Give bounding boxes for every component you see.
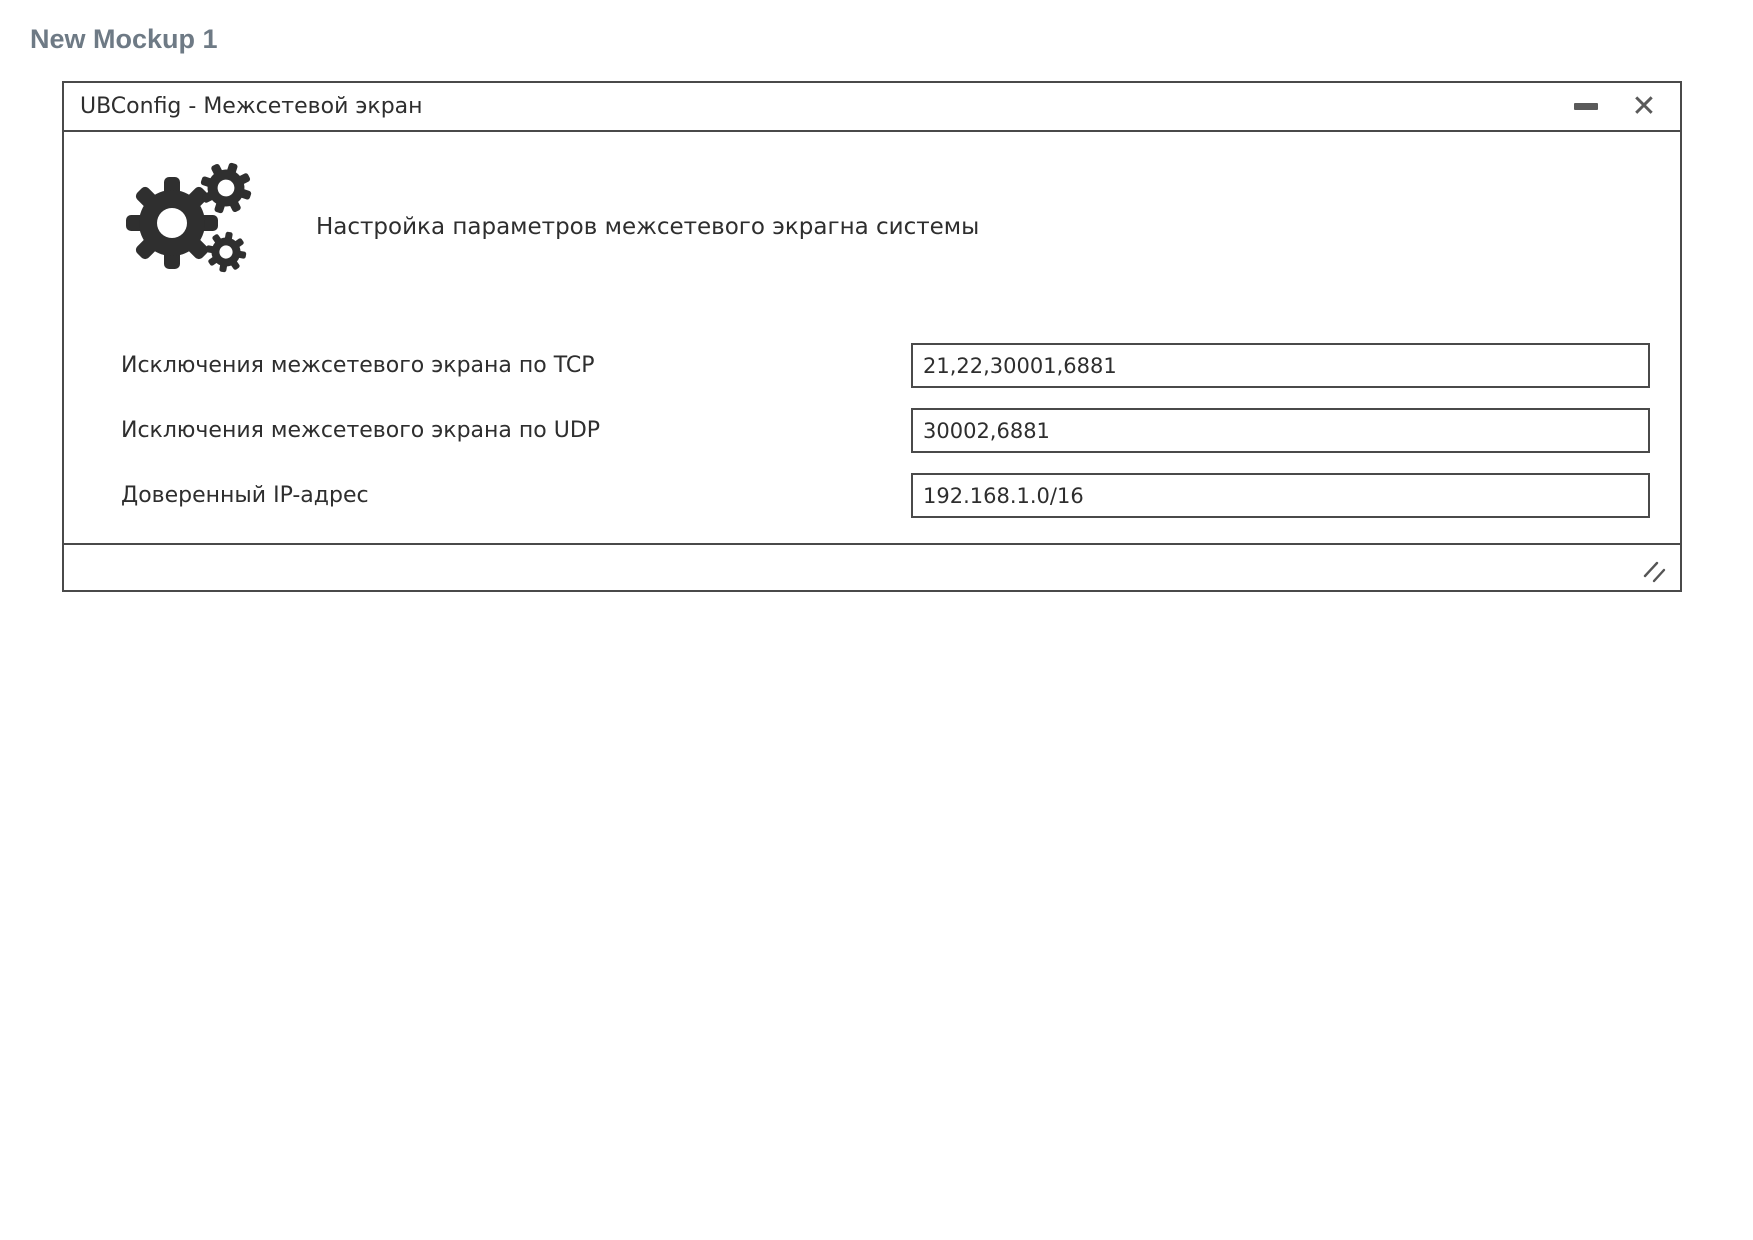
- page-title: New Mockup 1: [30, 24, 218, 54]
- form-row-trusted-ip: [64, 473, 1680, 518]
- dialog-window: [62, 81, 1682, 592]
- form-row-tcp: [64, 343, 1680, 388]
- udp-exceptions-input[interactable]: [911, 408, 1650, 453]
- close-button[interactable]: [1626, 89, 1662, 125]
- close-icon: ✕: [1631, 88, 1657, 124]
- window-titlebar: [64, 83, 1680, 132]
- trusted-ip-input[interactable]: [911, 473, 1650, 518]
- resize-grip-icon[interactable]: [1642, 560, 1668, 584]
- minimize-icon: [1574, 103, 1598, 110]
- form-row-udp: [64, 408, 1680, 453]
- tcp-exceptions-label: Исключения межсетевого экрана по TCP: [121, 353, 595, 378]
- tcp-exceptions-input[interactable]: [911, 343, 1650, 388]
- dialog-description: Настройка параметров межсетевого экрагна системы: [316, 214, 980, 240]
- status-bar: [64, 543, 1680, 590]
- window-title: UBConfig - Межсетевой экран: [80, 94, 423, 119]
- trusted-ip-label: Доверенный IP-адрес: [121, 483, 369, 508]
- settings-gears-icon: [122, 161, 254, 273]
- minimize-button[interactable]: [1568, 89, 1604, 125]
- udp-exceptions-label: Исключения межсетевого экрана по UDP: [121, 418, 601, 443]
